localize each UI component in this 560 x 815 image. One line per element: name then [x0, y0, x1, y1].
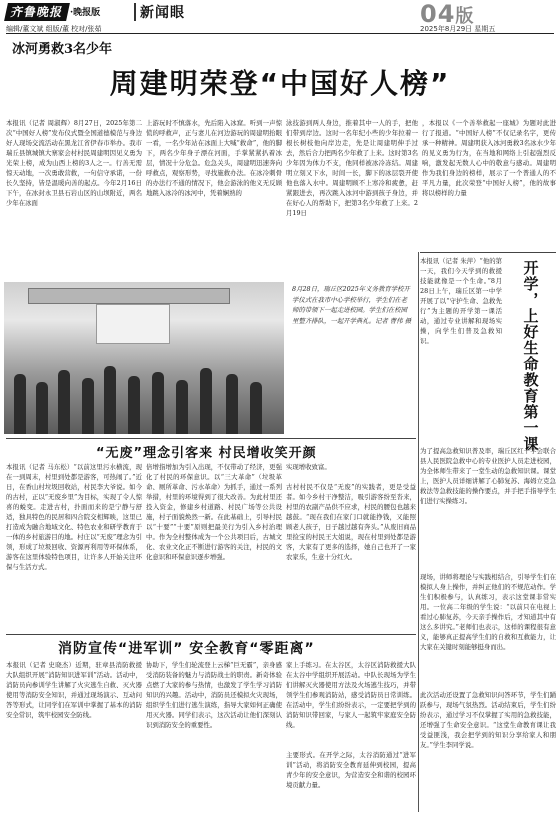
section-title: 新闻眼: [140, 5, 185, 21]
story3-column: 家上手练习。在太谷区，太谷区消防救援大队在太谷中学组织开展活动。中队长现场为学生们讲解灭火器使用方法及火场逃生技巧，并带领学生们参观消防站，感受消防员日常训练。在活动中，学生们纷纷表示，一定要把学到的消防知识带回家，与家人一起筑牢家庭安全防线。: [286, 661, 416, 729]
story2-column: 古村村民不仅是“无废”的实践者，更是受益者。如今乡村干净整洁，吸引游客纷至沓来，村里的农副产品供不应求，村民的腰包也越来越鼓。“现在我们在家门口就能挣钱，又能照顾老人孩子，日子越过越有奔头。”从废旧商品里捡宝的村民王大姐说，现在村里到处都是游客，大家有了更多的选择，她自己也开了一家农家乐，生意十分红火。: [286, 483, 416, 561]
story4-body: 现场，讲师将理论与实践相结合，引导学生们在模拟人身上操作，并纠正他们的不规范动作。学生们积极参与，认真练习，表示这堂课非常实用。一位高二年级的学生说：“以前只在电视上看过心肺复苏，今天亲手操作后，才知道其中有这么多讲究。”老师们也表示，这样的课程很有意义，能够真正提高学生们的自救和互救能力，让大家在关键时刻能够挺身而出。: [420, 573, 556, 651]
news-photo: [4, 282, 284, 434]
photo-figure: [36, 382, 48, 434]
story1-column: 上游玩时不慎落水，先后陷入冰窟。听到一声惊慌的呼救声，正与妻儿在河边游玩的周建明抬眼一看，一名少年站在冰面上大喊“救命”，他的脚下，两名少年身子漂在河面，手掌紧紧扒着冰层，情况十分危急。危急关头，周建明迅速奔向呼救点，观察形势，寻找施救办法。在冰冷刺骨的办法行不通的情况下，他会游泳的他义无反顾地跳入冰冷的冰河中，凭着娴熟的: [146, 119, 282, 197]
story1-column: 本报讯（记者 周淑辉）8月27日，2025年第二次“中国好人榜”发布仪式暨全国道德模范与身边好人现场交流活动在黑龙江省伊春市举办。我市瑞丘县镇城镇大寨家会村村民周建明因见义勇为光荣上榜，成为山西上榜的3人之一。行善无需惊天动地，一次勇敢营救，一句信守承诺，一份长久坚持，皆是温暖向善的起点。今年2月16日下午，在冰封永卫县石岩山区的山坝附近，两名少年在冰面: [6, 119, 142, 207]
masthead: [0, 0, 560, 34]
editor-credits: 编辑/董文斌 组版/董 校对/张茹: [6, 25, 102, 33]
story-divider: [6, 438, 416, 439]
photo-figure: [14, 374, 26, 434]
story2-column: 本报讯（记者 马东松）“以前这里污水横流，现在一到周末，村里到处都是游客，可热闹了。”近日，在香山村垃圾回收站，村民李大爷说。如今的古村，正以“无废乡里”为目标，实现了令人惊喜的蜕变。走进古村，扑面而来的是宁静与舒适，独具特色的民居和四合院交相辉映，这里已打造成为融合地域文化、特色农业和研学教育于一体的乡村旅游目的地。村庄以“无废”理念为引领，形成了垃圾回收、资源再利用等环保体系，游客在这里体验特色项目，让许多人开始关注环保与生活方式。: [6, 463, 142, 571]
story3-column: 协助下，学生们轮流登上云梯“巨无霸”，亲身感受消防装备的魅力与消防战士的职责。新奇体验点燃了大家的参与热情，也激发了学生学习消防知识的兴趣。活动中，消防员还模拟火灾现场，组织学生们进行逃生演练，指导大家如何正确使用灭火器。同学们表示，这次活动让他们深刻认识到消防安全的重要性。: [146, 661, 282, 729]
photo-figure: [104, 366, 116, 434]
masthead-rule: [6, 33, 554, 34]
story3-column: 主要形式。在开学之际，太谷消防通过“进军训”活动，将消防安全教育延伸到校园，提高青少年的安全意识，为营造安全和谐的校园环境贡献力量。: [286, 751, 416, 789]
story1-headline: 周建明荣登“中国好人榜”: [109, 67, 451, 100]
story4-headline: [504, 256, 556, 456]
column-rule: [420, 252, 556, 253]
story4-body: 为了提高急救知识普及率，瑞丘区红十字会联合县人民医院急救中心的专业医护人员走进校园，为全体师生带来了一堂生动的急救知识课。课堂上，医护人员详细讲解了心肺复苏、海姆立克急救法等急救技能的操作要点，并手把手指导学生们进行实操练习。: [420, 447, 556, 505]
photo-banner: [28, 288, 230, 304]
story1-subhead: 冰河勇救3名少年: [12, 42, 113, 57]
photo-figure: [250, 382, 262, 434]
divider: [134, 3, 136, 21]
story1-column: ，本报以《一个善举救起一座城》为题对此进行了报道。“中国好人榜”不仅记录名字，更传承一种精神。周建明获入冰河勇救3名冰水少年的见义勇为行为，在当地和网络上引起强烈反响，激发起无数人心中的敬意与感动。周建明作为我们身边的榜样，展示了一个普通人的不平凡力量，此次荣登“中国好人榜”，他的故事将以榜样的力量: [422, 119, 556, 197]
photo-figure: [128, 376, 140, 434]
issue-date: 2025年8月29日 星期五: [420, 25, 496, 33]
story4-lead: 本报讯（记者 朱萍）“他的第一天，我们今天学到的救援技能就像是一个生命。”8月28日上午，瑞丘区第一中学开展了以“守护生命、急救先行”为主题的开学第一课活动，通过专业讲解和现场实操，向学生们普及急救知识。: [420, 257, 502, 345]
story4-body: 此次活动还设置了急救知识问答环节，学生们踊跃参与，现场气氛热烈。活动结束后，学生们纷纷表示，通过学习不仅掌握了实用的急救技能，还增强了生命安全意识。“这堂生命教育课让我受益匪浅，我会把学到的知识分享给家人和朋友。”学生李同学说。: [420, 691, 556, 749]
newspaper-logo: 齐鲁晚报: [4, 3, 70, 21]
edition-label: ·晚报版: [70, 8, 101, 18]
story2-column: 实现增收致富。: [286, 463, 331, 471]
page-number-value: 04: [420, 0, 456, 28]
photo-figure: [176, 380, 188, 434]
column-rule: [418, 252, 419, 812]
story4-headline-text: 开学，上好生命教育第一课: [521, 260, 540, 452]
story2-column: 倍增指增加为引入出现，不仅带动了经济，更强化了村民的环保意识。以“三大革命”（垃圾革命、厕所革命、污水革命）为抓手，通过一系列举措，村里的环境得到了很大改善。为此村里还投入资金，修建乡村道路、村民广场等公共设施，村子面貌焕然一新。在此基础上，引导村民以“十要”“十要”原则把最美行为引入乡村治理中。作为全村整体成为一个公共项目后，古城文化、农业文化正不断进行游客的关注，村民的文化意识和环保意识逐步增强。: [146, 463, 282, 561]
photo-screen: [96, 304, 170, 344]
photo-figure: [200, 368, 212, 434]
photo-figure: [82, 378, 94, 434]
story-divider: [6, 634, 416, 635]
story3-column: 本报讯（记者 史晓杰）近期，驻章县消防救援大队组织开展“消防知识进军训”活动。活动中，消防员向参训学生讲解了火灾逃生自救、灭火器使用等消防安全知识，并通过现场演示、互动问答等形式，让同学们在军训中掌握了基本的消防安全常识，筑牢校园安全防线。: [6, 661, 142, 719]
photo-figure: [152, 372, 164, 434]
page-label: 版: [455, 6, 475, 27]
story1-column: 泳技游到两人身边，推着其中一人的手，把他们带到岸边。这时一名年纪小些的少年拉着一根长树枝他向岸边走，先是让周建明伸手过去，然后合力把两名少年救了上来。这时第3名少年因为体力不支，他同样被冰冷冻结。周建明立刻又下水，时间一长，脚下的冰层裂开使他也落入水中。周建明顾不上寒冷和疲惫，赶紧跟进去，再次跳入冰河中游到孩子身边，并在好心人的帮助下，把第3名少年救了上来。2月19日: [286, 119, 418, 217]
story3-headline: 消防宣传“进军训” 安全教育“零距离”: [58, 641, 315, 657]
photo-figure: [58, 370, 70, 434]
photo-caption: 8月28日，瑞丘区2025年义务教育学校开学仪式在我市中心学校举行，学生们在老师的带领下一起走进校园。学生们在校园里整齐排队，一起开学典礼。记者 曹伟 摄: [292, 285, 412, 325]
photo-figure: [226, 374, 238, 434]
story2-headline: “无废”理念引客来 村民增收笑开颜: [96, 446, 317, 461]
